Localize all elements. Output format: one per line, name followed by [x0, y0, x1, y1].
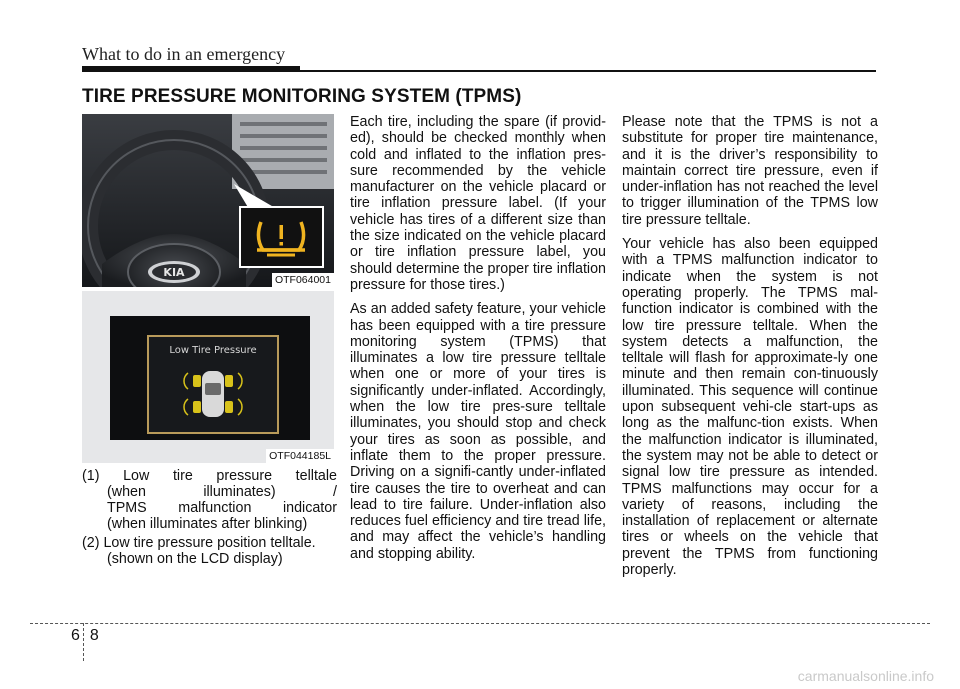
caption-line: (1) Low tire pressure telltale — [82, 468, 337, 484]
caption-line: TPMS malfunction indicator — [107, 500, 337, 516]
caption-line: (when illuminates after blinking) — [107, 516, 308, 532]
section-title: TIRE PRESSURE MONITORING SYSTEM (TPMS) — [82, 86, 522, 107]
tpms-telltale-icon — [239, 206, 324, 268]
text-column-2 — [350, 114, 606, 570]
figure-code: OTF064001 — [272, 273, 334, 287]
caption-1 — [82, 468, 337, 532]
caption-2 — [82, 535, 337, 567]
caption-line: (when illuminates) / — [107, 484, 337, 500]
paragraph: As an added safety feature, your vehicle has been equipped with a tire pressure monitoring system (TPMS) that illuminates a low tire pressure telltale when one or more of your tires is significantly under-inflated. Accordingly, when the low tire pres-sure telltale illuminates, you should stop and check your tires as soon as possible, and inflate them to the proper pressure. Driving on a signifi-cantly under-inflated tire causes the tire to overheat and can lead to tire failure. Under-inflation also reduces fuel efficiency and tire tread life, and may affect the vehicle’s handling and stopping ability. — [350, 301, 606, 562]
page-in-chapter: 8 — [89, 627, 99, 644]
paragraph: Each tire, including the spare (if provid-ed), should be checked monthly when cold and inflated to the inflation pres-sure recommended by the vehicle manufacturer on the vehicle placard or tire inflation pressure label. (If your vehicle has tires of a different size than the size indicated on the vehicle placard or tire inflation pressure label, you should determine the proper tire inflation pressure for those tires.) — [350, 114, 606, 293]
kia-logo-text: KIA — [163, 266, 185, 279]
header-rule — [82, 70, 876, 72]
caption-line: (shown on the LCD display) — [107, 551, 283, 567]
text-column-3 — [622, 114, 878, 586]
caption-line: (2) Low tire pressure position telltale. — [82, 535, 316, 551]
lcd-illustration — [82, 291, 334, 463]
figure-steering-wheel — [82, 114, 334, 287]
running-header: What to do in an emergency — [82, 44, 286, 64]
footer-rule — [30, 623, 930, 624]
chapter-number: 6 — [71, 627, 80, 644]
paragraph: Please note that the TPMS is not a substitute for proper tire maintenance, and it is the driver’s responsibility to maintain correct tire pressure, even if under-inflation has not reached the level to trigger illumination of the TPMS low tire pressure telltale. — [622, 114, 878, 228]
figure-code: OTF044185L — [266, 449, 334, 463]
watermark: carmanualsonline.info — [797, 668, 934, 684]
paragraph: Your vehicle has also been equipped with a TPMS malfunction indicator to indicate when the system is not operating properly. The TPMS mal-function indicator is combined with the low tire pressure telltale. When the system detects a malfunction, the telltale will flash for approximate-ly one minute and then remain con-tinuously illuminated. This sequence will continue upon subsequent vehi-cle start-ups as long as the malfunc-tion exists. When the malfunction indicator is illuminated, the system may not be able to detect or signal low tire pressure as intended. TPMS malfunctions may occur for a variety of reasons, including the installation of replacement or alternate tires or wheels on the vehicle that prevent the TPMS from functioning properly. — [622, 236, 878, 579]
page-number — [71, 627, 99, 645]
lcd-warning-text: Low Tire Pressure — [169, 345, 257, 356]
figure-lcd-display — [82, 291, 334, 463]
